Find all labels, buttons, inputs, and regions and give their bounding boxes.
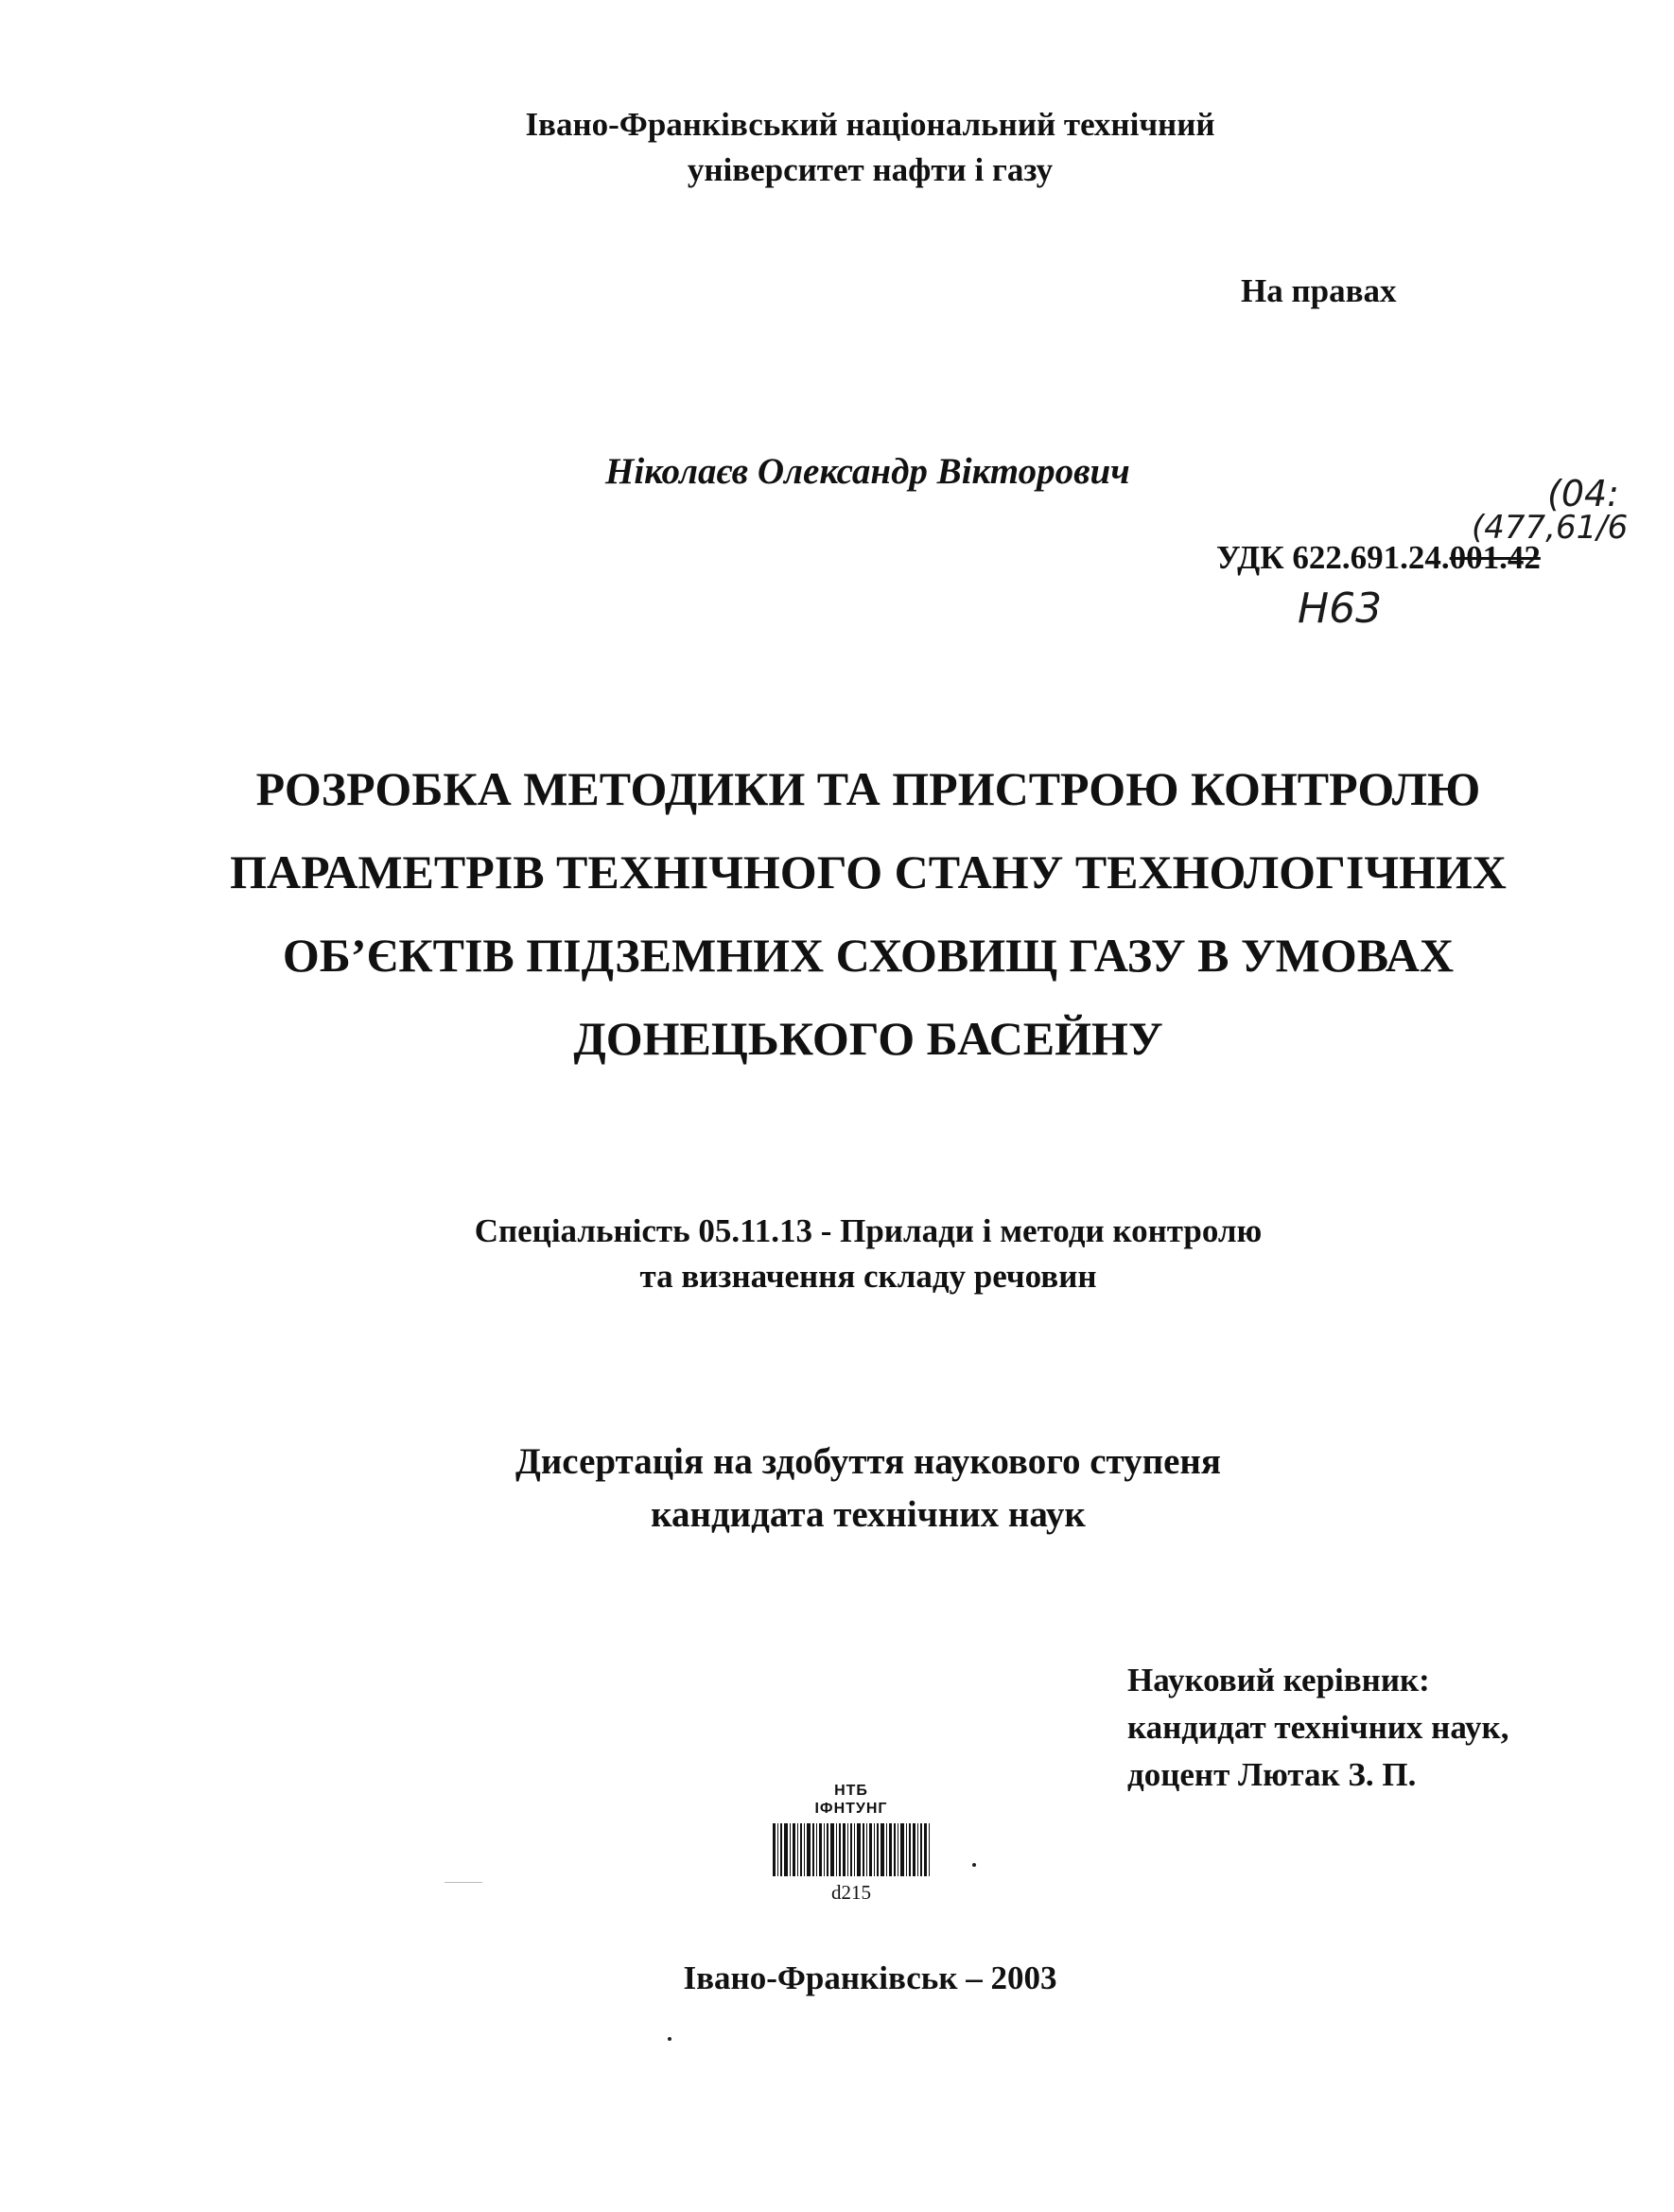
rights-note: На правах <box>1241 272 1397 309</box>
city-year: Івано-Франківськ – 2003 <box>683 1959 1057 1996</box>
university-line-2: університет нафти і газу <box>687 151 1054 188</box>
title-line-2: ПАРАМЕТРІВ ТЕХНІЧНОГО СТАНУ ТЕХНОЛОГІЧНИХ <box>230 845 1507 898</box>
stamp-line-2: ІФНТУНГ <box>814 1801 888 1817</box>
title-line-1: РОЗРОБКА МЕТОДИКИ ТА ПРИСТРОЮ КОНТРОЛЮ <box>255 762 1481 815</box>
supervisor-line-3: доцент Лютак З. П. <box>1127 1756 1417 1793</box>
degree-statement <box>64 1436 1672 1541</box>
barcode-icon <box>771 1823 932 1876</box>
udk-struck-part: 001.42 <box>1449 539 1541 576</box>
handwritten-note-3: Н63 <box>1298 584 1383 633</box>
degree-line-2: кандидата технічних наук <box>651 1494 1086 1535</box>
author-name: Ніколаєв Олександр Вікторович <box>605 451 1130 492</box>
supervisor-line-1: Науковий керівник: <box>1127 1662 1430 1698</box>
library-stamp <box>757 1782 946 1905</box>
university-line-1: Івано-Франківський національний технічний <box>525 106 1215 143</box>
specialty-line-1: Спеціальність 05.11.13 - Прилади і методи контролю <box>474 1212 1263 1249</box>
supervisor-line-2: кандидат технічних наук, <box>1127 1709 1509 1746</box>
title-line-3: ОБ’ЄКТІВ ПІДЗЕМНИХ СХОВИЩ ГАЗУ В УМОВАХ <box>282 929 1455 982</box>
degree-line-1: Дисертація на здобуття наукового ступеня <box>514 1441 1221 1482</box>
scan-speck <box>445 1882 482 1883</box>
udk-code <box>1216 539 1541 577</box>
dissertation-title <box>64 747 1672 1080</box>
supervisor-block <box>1127 1657 1508 1799</box>
university-name <box>66 102 1674 193</box>
handwritten-note-1: (04: <box>1547 473 1619 514</box>
specialty <box>64 1209 1672 1299</box>
scan-speck <box>972 1863 976 1867</box>
stamp-line-1: НТБ <box>834 1783 868 1799</box>
scan-speck <box>668 2037 671 2041</box>
handwritten-note-2: (477,61/6 <box>1472 509 1629 547</box>
udk-label: УДК 622.691.24. <box>1216 539 1450 576</box>
specialty-line-2: та визначення складу речовин <box>639 1258 1097 1295</box>
barcode-code: d215 <box>831 1881 871 1904</box>
title-line-4: ДОНЕЦЬКОГО БАСЕЙНУ <box>573 1012 1163 1065</box>
